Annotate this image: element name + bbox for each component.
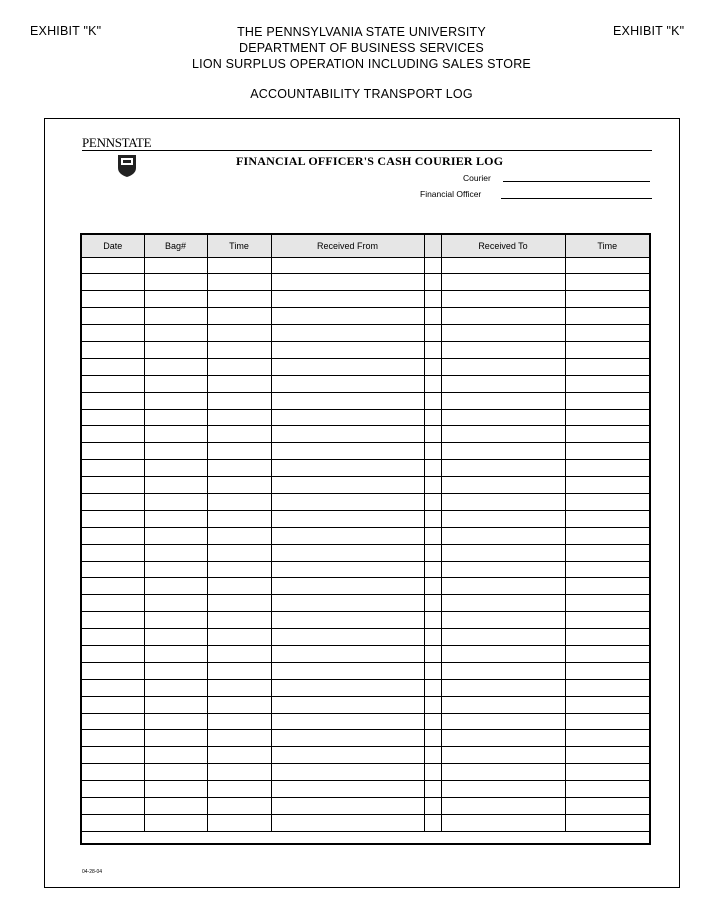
table-cell[interactable] — [82, 814, 144, 831]
table-cell[interactable] — [271, 561, 424, 578]
table-cell[interactable] — [441, 375, 565, 392]
log-title: ACCOUNTABILITY TRANSPORT LOG — [250, 87, 473, 101]
table-row — [82, 325, 649, 342]
table-cell[interactable] — [144, 561, 207, 578]
table-cell[interactable] — [271, 375, 424, 392]
table-cell[interactable] — [82, 274, 144, 291]
table-cell[interactable] — [271, 392, 424, 409]
table-cell[interactable] — [441, 527, 565, 544]
table-cell[interactable] — [424, 747, 441, 764]
table-row — [82, 645, 649, 662]
table-cell[interactable] — [424, 409, 441, 426]
table-cell[interactable] — [441, 493, 565, 510]
table-row — [82, 409, 649, 426]
table-cell[interactable] — [144, 510, 207, 527]
department-name: DEPARTMENT OF BUSINESS SERVICES — [239, 41, 484, 55]
table-cell[interactable] — [144, 595, 207, 612]
table-cell[interactable] — [271, 713, 424, 730]
table-cell[interactable] — [424, 544, 441, 561]
table-cell[interactable] — [424, 375, 441, 392]
table-cell[interactable] — [565, 561, 649, 578]
table-cell[interactable] — [82, 493, 144, 510]
table-cell[interactable] — [424, 561, 441, 578]
table-row — [82, 764, 649, 781]
table-cell[interactable] — [144, 527, 207, 544]
column-header-bag: Bag# — [144, 235, 207, 257]
table-cell[interactable] — [207, 375, 271, 392]
table-cell[interactable] — [565, 578, 649, 595]
table-cell[interactable] — [565, 781, 649, 798]
table-cell[interactable] — [441, 426, 565, 443]
table-cell[interactable] — [441, 679, 565, 696]
table-cell[interactable] — [144, 764, 207, 781]
table-cell[interactable] — [424, 443, 441, 460]
courier-field[interactable] — [503, 181, 650, 182]
table-row — [82, 291, 649, 308]
table-cell[interactable] — [144, 713, 207, 730]
table-cell[interactable] — [424, 510, 441, 527]
table-cell[interactable] — [441, 460, 565, 477]
table-row — [82, 443, 649, 460]
table-cell[interactable] — [82, 477, 144, 494]
table-cell[interactable] — [207, 274, 271, 291]
exhibit-label-left: EXHIBIT "K" — [30, 24, 102, 38]
table-cell[interactable] — [441, 510, 565, 527]
table-row — [82, 595, 649, 612]
table-cell[interactable] — [565, 747, 649, 764]
table-cell[interactable] — [271, 291, 424, 308]
table-cell[interactable] — [271, 629, 424, 646]
table-cell[interactable] — [207, 392, 271, 409]
table-cell[interactable] — [271, 662, 424, 679]
table-cell[interactable] — [271, 595, 424, 612]
table-cell[interactable] — [565, 629, 649, 646]
table-cell[interactable] — [144, 493, 207, 510]
table-cell[interactable] — [565, 392, 649, 409]
table-cell[interactable] — [144, 257, 207, 274]
table-cell[interactable] — [441, 747, 565, 764]
table-cell[interactable] — [144, 696, 207, 713]
table-cell[interactable] — [207, 561, 271, 578]
table-cell[interactable] — [424, 781, 441, 798]
table-cell[interactable] — [82, 308, 144, 325]
table-cell[interactable] — [82, 375, 144, 392]
table-cell[interactable] — [424, 629, 441, 646]
table-cell[interactable] — [424, 460, 441, 477]
table-cell[interactable] — [441, 730, 565, 747]
table-cell[interactable] — [271, 308, 424, 325]
table-cell[interactable] — [207, 764, 271, 781]
table-cell[interactable] — [82, 764, 144, 781]
table-cell[interactable] — [424, 477, 441, 494]
table-cell[interactable] — [565, 325, 649, 342]
table-row — [82, 781, 649, 798]
table-cell[interactable] — [144, 409, 207, 426]
table-cell[interactable] — [441, 274, 565, 291]
table-cell[interactable] — [424, 696, 441, 713]
table-cell[interactable] — [207, 645, 271, 662]
table-cell[interactable] — [565, 814, 649, 831]
table-cell[interactable] — [271, 325, 424, 342]
table-row — [82, 341, 649, 358]
table-row — [82, 308, 649, 325]
table-cell[interactable] — [441, 612, 565, 629]
table-cell[interactable] — [441, 358, 565, 375]
table-cell[interactable] — [144, 544, 207, 561]
logo-rule — [82, 150, 652, 151]
table-cell[interactable] — [271, 798, 424, 815]
table-cell[interactable] — [207, 308, 271, 325]
table-cell[interactable] — [207, 460, 271, 477]
table-cell[interactable] — [271, 814, 424, 831]
table-cell[interactable] — [441, 291, 565, 308]
table-cell[interactable] — [207, 291, 271, 308]
table-cell[interactable] — [207, 510, 271, 527]
table-cell[interactable] — [565, 662, 649, 679]
table-cell[interactable] — [207, 325, 271, 342]
table-row — [82, 798, 649, 815]
table-row — [82, 527, 649, 544]
table-cell[interactable] — [82, 645, 144, 662]
table-cell[interactable] — [424, 798, 441, 815]
table-cell[interactable] — [565, 527, 649, 544]
table-cell[interactable] — [207, 696, 271, 713]
table-cell[interactable] — [271, 781, 424, 798]
table-cell[interactable] — [144, 781, 207, 798]
table-cell[interactable] — [271, 544, 424, 561]
table-cell[interactable] — [424, 595, 441, 612]
table-cell[interactable] — [271, 493, 424, 510]
table-cell[interactable] — [144, 341, 207, 358]
table-cell[interactable] — [441, 544, 565, 561]
table-row — [82, 747, 649, 764]
table-cell[interactable] — [144, 798, 207, 815]
table-cell[interactable] — [441, 578, 565, 595]
table-cell[interactable] — [271, 409, 424, 426]
table-cell[interactable] — [82, 595, 144, 612]
table-cell[interactable] — [271, 527, 424, 544]
table-cell[interactable] — [424, 578, 441, 595]
table-cell[interactable] — [271, 696, 424, 713]
table-cell[interactable] — [441, 595, 565, 612]
table-cell[interactable] — [82, 781, 144, 798]
table-cell[interactable] — [565, 291, 649, 308]
table-cell[interactable] — [207, 781, 271, 798]
table-row — [82, 375, 649, 392]
table-cell[interactable] — [441, 662, 565, 679]
table-cell[interactable] — [82, 426, 144, 443]
table-cell[interactable] — [271, 764, 424, 781]
table-cell[interactable] — [441, 257, 565, 274]
table-cell[interactable] — [144, 578, 207, 595]
table-cell[interactable] — [207, 544, 271, 561]
table-row — [82, 510, 649, 527]
table-row — [82, 274, 649, 291]
table-cell[interactable] — [565, 274, 649, 291]
table-cell[interactable] — [207, 578, 271, 595]
table-cell[interactable] — [82, 696, 144, 713]
table-cell[interactable] — [271, 477, 424, 494]
table-cell[interactable] — [441, 645, 565, 662]
table-cell[interactable] — [144, 679, 207, 696]
table-cell[interactable] — [565, 341, 649, 358]
table-cell[interactable] — [565, 308, 649, 325]
table-cell[interactable] — [441, 798, 565, 815]
table-cell[interactable] — [207, 493, 271, 510]
table-body — [82, 257, 649, 831]
table-cell[interactable] — [82, 629, 144, 646]
table-cell[interactable] — [441, 629, 565, 646]
table-cell[interactable] — [424, 527, 441, 544]
table-cell[interactable] — [271, 358, 424, 375]
courier-label: Courier — [463, 173, 491, 183]
table-cell[interactable] — [424, 493, 441, 510]
shield-icon — [117, 154, 137, 178]
table-cell[interactable] — [144, 730, 207, 747]
table-cell[interactable] — [82, 510, 144, 527]
table-cell[interactable] — [424, 713, 441, 730]
table-cell[interactable] — [271, 460, 424, 477]
table-cell[interactable] — [271, 341, 424, 358]
table-cell[interactable] — [565, 730, 649, 747]
table-row — [82, 696, 649, 713]
table-cell[interactable] — [207, 612, 271, 629]
table-row — [82, 814, 649, 831]
table-cell[interactable] — [144, 375, 207, 392]
table-cell[interactable] — [144, 645, 207, 662]
table-cell[interactable] — [424, 341, 441, 358]
table-cell[interactable] — [271, 426, 424, 443]
table-cell[interactable] — [271, 612, 424, 629]
table-cell[interactable] — [144, 325, 207, 342]
table-cell[interactable] — [144, 443, 207, 460]
table-cell[interactable] — [565, 477, 649, 494]
table-row — [82, 477, 649, 494]
table-cell[interactable] — [565, 510, 649, 527]
table-cell[interactable] — [82, 713, 144, 730]
table-cell[interactable] — [82, 257, 144, 274]
table-cell[interactable] — [441, 308, 565, 325]
table-cell[interactable] — [565, 764, 649, 781]
table-cell[interactable] — [144, 747, 207, 764]
table-cell[interactable] — [82, 460, 144, 477]
table-cell[interactable] — [82, 358, 144, 375]
table-cell[interactable] — [82, 409, 144, 426]
table-cell[interactable] — [271, 274, 424, 291]
table-cell[interactable] — [144, 291, 207, 308]
table-cell[interactable] — [144, 612, 207, 629]
table-cell[interactable] — [207, 426, 271, 443]
table-cell[interactable] — [207, 814, 271, 831]
table-cell[interactable] — [82, 392, 144, 409]
table-cell[interactable] — [424, 308, 441, 325]
table-cell[interactable] — [424, 764, 441, 781]
table-cell[interactable] — [424, 392, 441, 409]
table-cell[interactable] — [565, 409, 649, 426]
table-cell[interactable] — [565, 443, 649, 460]
table-cell[interactable] — [441, 814, 565, 831]
table-cell[interactable] — [424, 730, 441, 747]
table-cell[interactable] — [424, 645, 441, 662]
table-row — [82, 679, 649, 696]
table-cell[interactable] — [144, 274, 207, 291]
table-row — [82, 713, 649, 730]
table-cell[interactable] — [441, 341, 565, 358]
table-cell[interactable] — [271, 679, 424, 696]
table-cell[interactable] — [441, 696, 565, 713]
table-cell[interactable] — [271, 747, 424, 764]
table-row — [82, 426, 649, 443]
table-cell[interactable] — [82, 544, 144, 561]
table-cell[interactable] — [441, 325, 565, 342]
table-cell[interactable] — [82, 561, 144, 578]
table-row — [82, 257, 649, 274]
table-cell[interactable] — [424, 662, 441, 679]
table-cell[interactable] — [144, 477, 207, 494]
table-row — [82, 662, 649, 679]
operation-name: LION SURPLUS OPERATION INCLUDING SALES STORE — [192, 57, 531, 71]
table-cell[interactable] — [207, 477, 271, 494]
table-cell[interactable] — [424, 257, 441, 274]
table-cell[interactable] — [565, 375, 649, 392]
table-cell[interactable] — [565, 257, 649, 274]
table-cell[interactable] — [207, 629, 271, 646]
pennstate-logo — [82, 136, 157, 149]
table-cell[interactable] — [271, 730, 424, 747]
table-cell[interactable] — [441, 713, 565, 730]
table-row — [82, 578, 649, 595]
financial-officer-label: Financial Officer — [420, 189, 482, 199]
exhibit-label-right: EXHIBIT "K" — [613, 24, 685, 38]
table-cell[interactable] — [441, 409, 565, 426]
table-cell[interactable] — [441, 477, 565, 494]
table-cell[interactable] — [271, 510, 424, 527]
table-cell[interactable] — [565, 679, 649, 696]
table-cell[interactable] — [565, 612, 649, 629]
table-cell[interactable] — [565, 798, 649, 815]
form-code: 04-28-04 — [82, 869, 103, 875]
table-cell[interactable] — [207, 409, 271, 426]
table-cell[interactable] — [144, 814, 207, 831]
column-header-date: Date — [82, 235, 144, 257]
table-cell[interactable] — [207, 798, 271, 815]
table-row — [82, 493, 649, 510]
table-cell[interactable] — [565, 358, 649, 375]
table-row — [82, 730, 649, 747]
column-header-blank — [424, 235, 441, 257]
column-header-received-to: Received To — [441, 235, 565, 257]
table-cell[interactable] — [424, 325, 441, 342]
table-cell[interactable] — [144, 392, 207, 409]
table-cell[interactable] — [82, 527, 144, 544]
table-cell[interactable] — [144, 358, 207, 375]
table-cell[interactable] — [82, 341, 144, 358]
table-cell[interactable] — [441, 392, 565, 409]
column-header-received-from: Received From — [271, 235, 424, 257]
table-row — [82, 544, 649, 561]
table-row — [82, 561, 649, 578]
table-cell[interactable] — [82, 325, 144, 342]
table-cell[interactable] — [207, 341, 271, 358]
table-cell[interactable] — [441, 561, 565, 578]
table-cell[interactable] — [82, 798, 144, 815]
table-cell[interactable] — [207, 662, 271, 679]
table-cell[interactable] — [144, 460, 207, 477]
table-row — [82, 629, 649, 646]
logo-wordmark: PENNSTATE — [82, 135, 152, 150]
table-cell[interactable] — [565, 595, 649, 612]
table-cell[interactable] — [207, 358, 271, 375]
table-cell[interactable] — [271, 257, 424, 274]
table-cell[interactable] — [565, 713, 649, 730]
table-cell[interactable] — [565, 645, 649, 662]
table-cell[interactable] — [82, 443, 144, 460]
table-cell[interactable] — [82, 578, 144, 595]
table-cell[interactable] — [424, 814, 441, 831]
document-heading — [0, 24, 723, 72]
table-cell[interactable] — [424, 612, 441, 629]
table-cell[interactable] — [271, 443, 424, 460]
column-header-time: Time — [207, 235, 271, 257]
financial-officer-field[interactable] — [501, 198, 652, 199]
table-cell[interactable] — [441, 781, 565, 798]
table-cell[interactable] — [565, 696, 649, 713]
table-cell[interactable] — [207, 747, 271, 764]
table-cell[interactable] — [424, 358, 441, 375]
table-cell[interactable] — [424, 274, 441, 291]
table-cell[interactable] — [82, 291, 144, 308]
table-cell[interactable] — [207, 595, 271, 612]
column-header-time-2: Time — [565, 235, 649, 257]
table-cell[interactable] — [565, 544, 649, 561]
table-cell[interactable] — [144, 629, 207, 646]
table-cell[interactable] — [441, 764, 565, 781]
table-cell[interactable] — [144, 308, 207, 325]
table-header-row — [82, 235, 649, 257]
table-cell[interactable] — [82, 679, 144, 696]
table-row — [82, 460, 649, 477]
university-name: THE PENNSYLVANIA STATE UNIVERSITY — [237, 25, 486, 39]
table-cell[interactable] — [82, 747, 144, 764]
courier-log-table — [80, 233, 651, 845]
table-cell[interactable] — [441, 443, 565, 460]
table-cell[interactable] — [144, 426, 207, 443]
table-cell[interactable] — [565, 460, 649, 477]
table-cell[interactable] — [144, 662, 207, 679]
table-cell[interactable] — [424, 426, 441, 443]
table-cell[interactable] — [424, 291, 441, 308]
table-cell[interactable] — [207, 443, 271, 460]
table-cell[interactable] — [207, 679, 271, 696]
table-row — [82, 612, 649, 629]
table-cell[interactable] — [207, 257, 271, 274]
table-cell[interactable] — [424, 679, 441, 696]
table-row — [82, 392, 649, 409]
table-row — [82, 358, 649, 375]
table-cell[interactable] — [207, 730, 271, 747]
table-cell[interactable] — [82, 662, 144, 679]
table-cell[interactable] — [82, 612, 144, 629]
table-cell[interactable] — [271, 645, 424, 662]
form-title: FINANCIAL OFFICER'S CASH COURIER LOG — [236, 154, 504, 168]
table-cell[interactable] — [565, 426, 649, 443]
table-cell[interactable] — [565, 493, 649, 510]
table-cell[interactable] — [271, 578, 424, 595]
table-cell[interactable] — [207, 713, 271, 730]
table-cell[interactable] — [207, 527, 271, 544]
table-cell[interactable] — [82, 730, 144, 747]
